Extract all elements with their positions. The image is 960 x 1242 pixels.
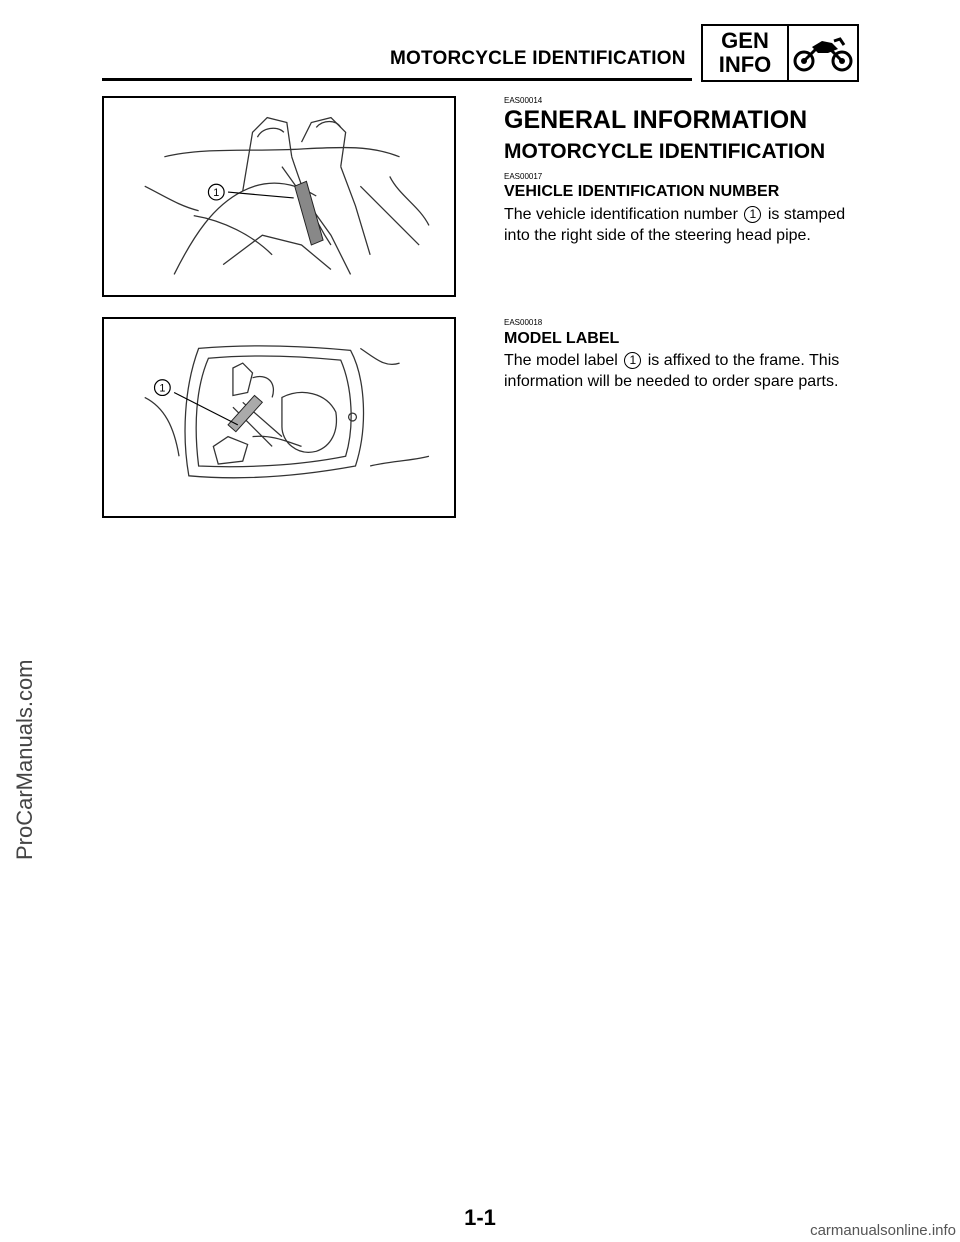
section-subtitle-general: MOTORCYCLE IDENTIFICATION xyxy=(504,140,826,163)
watermark: ProCarManuals.com xyxy=(12,659,37,860)
figure-model-label xyxy=(102,317,456,518)
model-label-description xyxy=(504,350,864,392)
vin-description xyxy=(504,204,864,246)
section-code-model-label: EAS00018 xyxy=(504,318,543,327)
section-badge xyxy=(701,24,859,82)
vin-text-before: The vehicle identification number xyxy=(504,206,738,223)
model-label-text-before: The model label xyxy=(504,352,618,369)
fig1-callout: 1 xyxy=(213,187,220,200)
header-title: MOTORCYCLE IDENTIFICATION xyxy=(390,48,686,69)
model-label-ref-number: 1 xyxy=(624,352,641,369)
badge-line-2: INFO xyxy=(718,52,772,77)
figure-steering-head xyxy=(102,96,456,297)
model-label-text-after: is affixed to the frame. This information will be needed to order spare parts. xyxy=(504,352,840,390)
motorcycle-icon xyxy=(789,26,857,80)
header-rule xyxy=(102,78,692,81)
badge-text xyxy=(703,26,789,80)
section-code-vin: EAS00017 xyxy=(504,172,543,181)
section-title-model-label: MODEL LABEL xyxy=(504,330,620,347)
section-code-general: EAS00014 xyxy=(504,96,543,105)
vin-text-after: is stamped into the right side of the steering head pipe. xyxy=(504,206,846,244)
page-number: 1-1 xyxy=(464,1205,496,1230)
footer-site: carmanualsonline.info xyxy=(810,1222,956,1239)
vin-ref-number: 1 xyxy=(744,206,761,223)
section-title-vin: VEHICLE IDENTIFICATION NUMBER xyxy=(504,183,780,200)
section-title-general: GENERAL INFORMATION xyxy=(504,106,808,134)
steering-head-illustration xyxy=(104,98,454,295)
model-label-illustration xyxy=(104,319,454,516)
badge-line-1: GEN xyxy=(721,28,769,53)
fig2-callout: 1 xyxy=(159,382,166,395)
